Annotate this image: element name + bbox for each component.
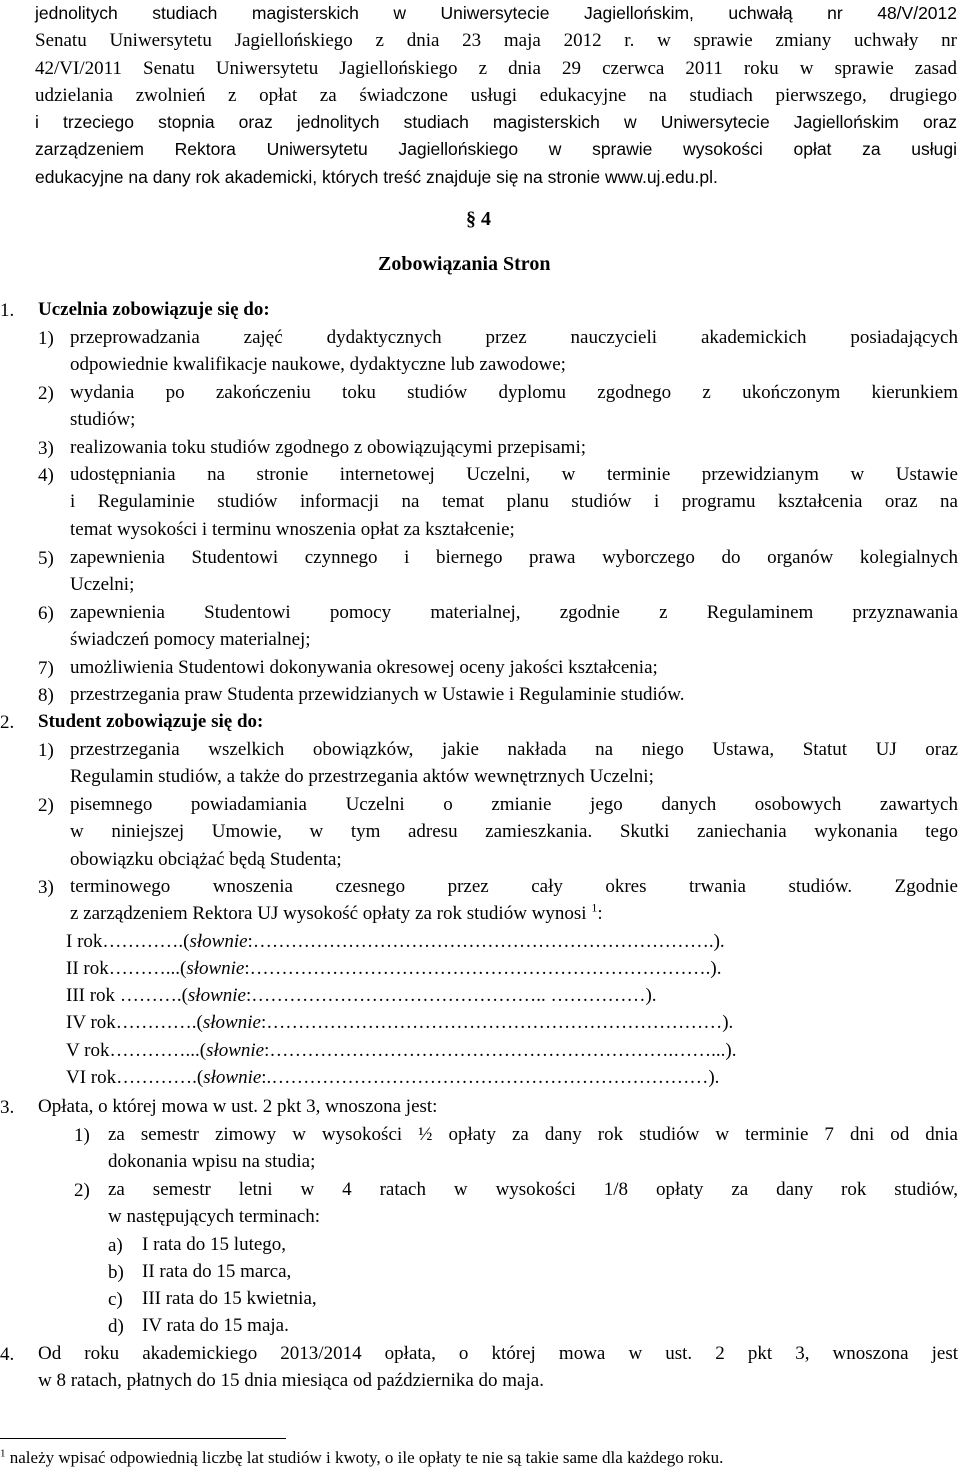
fee-row xyxy=(66,1012,733,1034)
fee-paren: ( xyxy=(199,1040,207,1061)
list-item xyxy=(70,736,958,791)
item-line: udostępniania na stronie internetowej Uczelni, w terminie przewidzianym w Ustawie xyxy=(70,464,958,485)
fee-year: VI rok xyxy=(66,1067,117,1088)
item-line: zapewnienia Studentowi czynnego i biernego prawa wyborczego do organów kolegialnych xyxy=(70,547,958,568)
fee-paren: ( xyxy=(183,931,190,952)
point-line: Od roku akademickiego 2013/2014 opłata, o której mowa w ust. 2 pkt 3, wnoszona jest xyxy=(38,1343,958,1364)
fee-colon: : xyxy=(264,1040,270,1061)
fee-blank: ………... xyxy=(108,958,180,979)
item-line: Regulamin studiów, a także do przestrzegania aktów wewnętrznych Uczelni; xyxy=(70,766,654,788)
item-number: 7) xyxy=(38,658,54,679)
fee-paren: ). xyxy=(713,931,725,952)
fee-paren: ( xyxy=(179,958,187,979)
fee-paren: ). xyxy=(722,1012,734,1033)
intro-line: udzielania zwolnień z opłat za świadczone usługi edukacyjne na studiach pierwszego, drugiego xyxy=(35,84,957,106)
intro-line: zarządzeniem Rektora Uniwersytetu Jagiellońskiego w sprawie wysokości opłat za usługi xyxy=(35,139,957,160)
item-number: 4) xyxy=(38,465,54,486)
item-line: umożliwienia Studentowi dokonywania okresowej oceny jakości kształcenia; xyxy=(70,657,658,678)
item-line: realizowania toku studiów zgodnego z obowiązującymi przepisami; xyxy=(70,437,587,458)
fee-colon: :. xyxy=(261,1067,272,1088)
footnote-separator xyxy=(0,1438,286,1439)
installment-text: IV rata do 15 maja. xyxy=(142,1315,289,1336)
item-line: pisemnego powiadamiania Uczelni o zmianie jego danych osobowych zawartych xyxy=(70,794,958,815)
item-line: studiów; xyxy=(70,409,136,431)
fee-colon: : xyxy=(247,931,253,952)
fee-blank: …………... xyxy=(109,1040,200,1061)
item-line: przeprowadzania zajęć dydaktycznych przez nauczycieli akademickich posiadających xyxy=(70,327,958,348)
item-number: 3) xyxy=(38,877,54,898)
item-line: świadczeń pomocy materialnej; xyxy=(70,629,311,651)
intro-paragraph xyxy=(35,0,957,191)
footnote-text: należy wpisać odpowiednią liczbę lat studiów i kwoty, o ile opłaty te nie są takie same dla każdego roku. xyxy=(9,1448,724,1467)
item-line: obowiązku obciążać będą Studenta; xyxy=(70,848,342,870)
item-line: Uczelni; xyxy=(70,574,135,596)
fee-year: I rok xyxy=(66,931,103,952)
fee-blank: …………. xyxy=(116,1067,197,1088)
footnote-reference[interactable]: 1 xyxy=(591,900,598,915)
fee-row xyxy=(66,985,657,1007)
item-line-text: z zarządzeniem Rektora UJ wysokość opłaty za rok studiów wynosi xyxy=(70,903,587,925)
item-number: 1) xyxy=(74,1125,90,1146)
list-item xyxy=(70,681,958,708)
fee-word: słownie xyxy=(189,931,248,952)
item-number: 2) xyxy=(74,1180,90,1201)
list-item xyxy=(70,873,958,928)
fee-words-blank: ……………………………………………………………… xyxy=(266,1012,723,1033)
fee-paren: ( xyxy=(181,985,188,1006)
intro-line: 42/VI/2011 Senatu Uniwersytetu Jagiellońskiego z dnia 29 czerwca 2011 roku w sprawie zasad xyxy=(35,57,957,79)
item-line: terminowego wnoszenia czesnego przez cały okres trwania studiów. Zgodnie xyxy=(70,876,958,897)
point-number: 3. xyxy=(0,1097,15,1118)
fee-colon: : xyxy=(245,985,252,1006)
item-number: 1) xyxy=(38,328,54,349)
point-number: 1. xyxy=(0,300,15,321)
item-number: 8) xyxy=(38,685,54,706)
item-line: w następujących terminach: xyxy=(108,1206,321,1228)
intro-line: i trzeciego stopnia oraz jednolitych studiach magisterskich w Uniwersytecie Jagiellońskim oraz xyxy=(35,112,957,133)
item-line: za semestr letni w 4 ratach w wysokości 1/8 opłaty za dany rok studiów, xyxy=(108,1179,958,1200)
item-line: w niniejszej Umowie, w tym adresu zamieszkania. Skutki zaniechania wykonania tego xyxy=(70,821,958,843)
list-item xyxy=(108,1121,958,1176)
fee-year: III rok xyxy=(66,985,116,1006)
fee-row xyxy=(66,1040,736,1062)
fee-paren: ( xyxy=(196,1067,204,1088)
list-item xyxy=(70,791,958,873)
list-item xyxy=(108,1176,958,1231)
intro-line: jednolitych studiach magisterskich w Uniwersytecie Jagiellońskim, uchwałą nr 48/V/2012 xyxy=(35,3,957,23)
fee-paren: ). xyxy=(725,1040,737,1061)
fee-row xyxy=(66,958,721,980)
item-line: przestrzegania praw Studenta przewidzianych w Ustawie i Regulaminie studiów. xyxy=(70,684,685,705)
fee-words-blank: ……………………………………….. …………… xyxy=(251,985,646,1006)
item-line xyxy=(70,900,958,927)
fee-words-blank: ………………………………………………………………. xyxy=(249,958,711,979)
fee-row xyxy=(66,1067,719,1089)
fee-colon: : xyxy=(260,1012,267,1033)
fee-blank: …………. xyxy=(115,1012,197,1033)
installment-text: II rata do 15 marca, xyxy=(142,1261,292,1282)
fee-words-blank: …………………………………………………………… xyxy=(271,1067,709,1088)
point-line: w 8 ratach, płatnych do 15 dnia miesiąca od października do maja. xyxy=(38,1370,544,1392)
fee-year: V rok xyxy=(66,1040,110,1061)
fee-row xyxy=(66,931,725,953)
installment-text: III rata do 15 kwietnia, xyxy=(142,1288,317,1309)
item-line: zapewnienia Studentowi pomocy materialnej, zgodnie z Regulaminem przyznawania xyxy=(70,602,958,623)
point-heading: Student zobowiązuje się do: xyxy=(38,711,264,732)
point-text xyxy=(38,1340,958,1395)
fee-word: słownie xyxy=(186,958,245,979)
fee-paren: ). xyxy=(710,958,722,979)
item-number: 5) xyxy=(38,548,54,569)
installment-text: I rata do 15 lutego, xyxy=(142,1234,287,1255)
section-title: Zobowiązania Stron xyxy=(378,253,551,275)
item-line: odpowiednie kwalifikacje naukowe, dydaktyczne lub zawodowe; xyxy=(70,354,566,376)
section-mark: § 4 xyxy=(466,208,491,230)
item-line: wydania po zakończeniu toku studiów dyplomu zgodnego z ukończonym kierunkiem xyxy=(70,382,958,403)
installment-letter: c) xyxy=(108,1289,123,1310)
item-line: za semestr zimowy w wysokości ½ opłaty za dany rok studiów w terminie 7 dni od dnia xyxy=(108,1124,958,1145)
footnote xyxy=(0,1448,723,1468)
fee-word: słownie xyxy=(202,1012,261,1033)
installment-letter: a) xyxy=(108,1235,123,1256)
fee-year: IV rok xyxy=(66,1012,116,1033)
item-number: 2) xyxy=(38,383,54,404)
fee-word: słownie xyxy=(206,1040,265,1061)
list-item xyxy=(70,544,958,599)
list-item xyxy=(70,434,958,461)
fee-words-blank: ……………………………………………………….……... xyxy=(269,1040,726,1061)
fee-blank: ………. xyxy=(115,985,182,1006)
point-number: 4. xyxy=(0,1344,15,1365)
fee-words-blank: ………………………………………………………………. xyxy=(252,931,714,952)
intro-line: Senatu Uniwersytetu Jagiellońskiego z dnia 23 maja 2012 r. w sprawie zmiany uchwały nr xyxy=(35,30,957,52)
list-item xyxy=(70,599,958,654)
item-number: 2) xyxy=(38,795,54,816)
item-line-punct: : xyxy=(597,903,603,925)
fee-paren: ). xyxy=(708,1067,720,1088)
point-heading: Uczelnia zobowiązuje się do: xyxy=(38,299,270,320)
item-line: temat wysokości i terminu wnoszenia opłat za kształcenie; xyxy=(70,518,515,540)
item-line: przestrzegania wszelkich obowiązków, jakie nakłada na niego Ustawa, Statut UJ oraz xyxy=(70,739,958,760)
intro-line: edukacyjne na dany rok akademicki, których treść znajduje się na stronie www.uj.edu.pl. xyxy=(35,166,718,187)
item-number: 1) xyxy=(38,740,54,761)
list-item xyxy=(70,324,958,379)
fee-word: słownie xyxy=(187,985,246,1006)
item-number: 6) xyxy=(38,603,54,624)
point-number: 2. xyxy=(0,712,15,733)
item-line: i Regulaminie studiów informacji na temat planu studiów i programu kształcenia oraz na xyxy=(70,491,958,513)
list-item xyxy=(70,654,958,681)
point-heading: Opłata, o której mowa w ust. 2 pkt 3, wnoszona jest: xyxy=(38,1096,438,1117)
installment-letter: b) xyxy=(108,1262,124,1283)
fee-colon: : xyxy=(244,958,250,979)
list-item xyxy=(70,379,958,434)
installment-letter: d) xyxy=(108,1316,124,1337)
footnote-mark: 1 xyxy=(0,1447,6,1460)
fee-year: II rok xyxy=(66,958,109,979)
fee-paren: ). xyxy=(645,985,657,1006)
item-number: 3) xyxy=(38,438,54,459)
fee-paren: ( xyxy=(196,1012,203,1033)
list-item xyxy=(70,461,958,543)
item-line: dokonania wpisu na studia; xyxy=(108,1151,316,1173)
fee-word: słownie xyxy=(203,1067,262,1088)
fee-blank: …………. xyxy=(102,931,184,952)
